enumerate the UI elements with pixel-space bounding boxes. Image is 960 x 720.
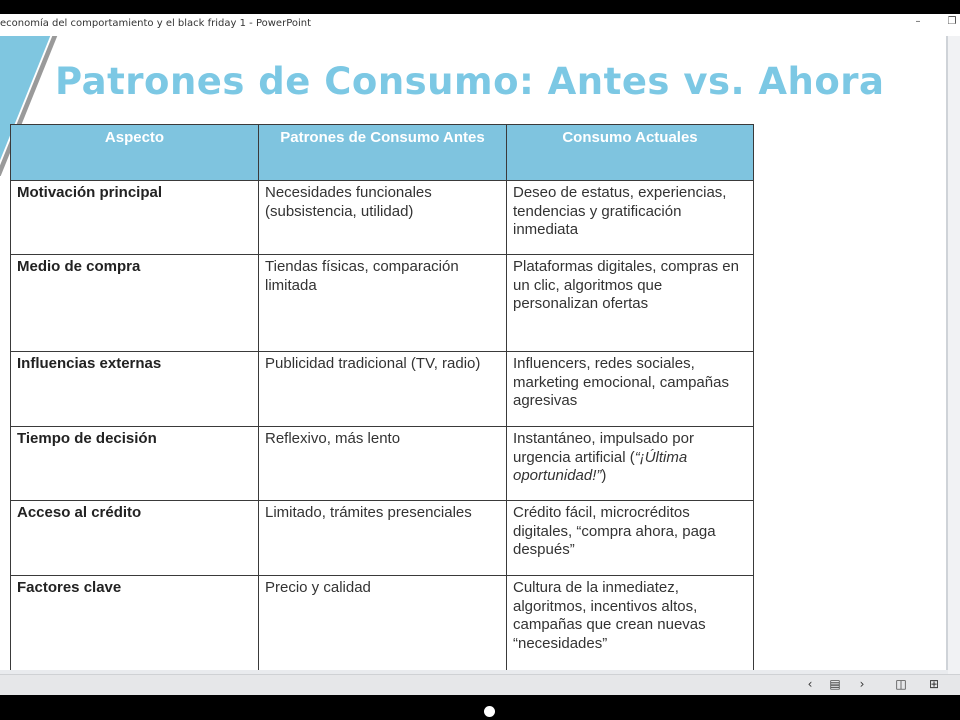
table-row bbox=[11, 501, 754, 576]
row-now: Crédito fácil, microcréditos digitales, “compra ahora, paga después” bbox=[507, 501, 754, 576]
notes-icon[interactable]: ▤ bbox=[829, 677, 841, 691]
slide-editor bbox=[0, 36, 960, 674]
row-now-emphasis: “¡Última oportunidad!” bbox=[513, 448, 688, 484]
row-now bbox=[507, 427, 754, 501]
row-aspect: Medio de compra bbox=[11, 255, 259, 352]
video-scrubber-handle[interactable] bbox=[484, 706, 495, 717]
restore-icon[interactable]: ❐ bbox=[947, 16, 957, 27]
row-before: Limitado, trámites presenciales bbox=[259, 501, 507, 576]
row-before: Tiendas físicas, comparación limitada bbox=[259, 255, 507, 352]
window-title: economía del comportamiento y el black friday 1 - PowerPoint bbox=[0, 18, 312, 29]
row-aspect: Factores clave bbox=[11, 576, 259, 671]
slide-title: Patrones de Consumo: Antes vs. Ahora bbox=[55, 60, 885, 103]
row-now-suffix: ) bbox=[601, 467, 607, 484]
table-row bbox=[11, 255, 754, 352]
comparison-table[interactable] bbox=[10, 124, 754, 670]
table-header-row bbox=[11, 125, 754, 181]
window-titlebar bbox=[0, 14, 960, 37]
row-aspect: Tiempo de decisión bbox=[11, 427, 259, 501]
row-before: Precio y calidad bbox=[259, 576, 507, 671]
table-row bbox=[11, 181, 754, 255]
video-progress-bar[interactable] bbox=[0, 695, 960, 720]
row-now: Influencers, redes sociales, marketing emocional, campañas agresivas bbox=[507, 352, 754, 427]
status-bar bbox=[0, 674, 960, 695]
row-now: Cultura de la inmediatez, algoritmos, incentivos altos, campañas que crean nuevas “necesidades” bbox=[507, 576, 754, 671]
row-aspect: Acceso al crédito bbox=[11, 501, 259, 576]
column-header-aspect: Aspecto bbox=[11, 125, 259, 181]
reading-view-icon[interactable]: ◫ bbox=[895, 677, 907, 691]
column-header-before: Patrones de Consumo Antes bbox=[259, 125, 507, 181]
slide-canvas[interactable] bbox=[0, 36, 948, 670]
minimize-icon[interactable]: – bbox=[915, 16, 921, 27]
table-row bbox=[11, 352, 754, 427]
row-now: Deseo de estatus, experiencias, tendencias y gratificación inmediata bbox=[507, 181, 754, 255]
row-aspect: Influencias externas bbox=[11, 352, 259, 427]
row-before: Publicidad tradicional (TV, radio) bbox=[259, 352, 507, 427]
vertical-scrollbar[interactable] bbox=[948, 36, 960, 674]
row-before: Necesidades funcionales (subsistencia, utilidad) bbox=[259, 181, 507, 255]
row-now: Plataformas digitales, compras en un clic, algoritmos que personalizan ofertas bbox=[507, 255, 754, 352]
row-aspect: Motivación principal bbox=[11, 181, 259, 255]
row-now-text: Instantáneo, impulsado por urgencia artificial ( bbox=[513, 430, 694, 466]
table-row bbox=[11, 576, 754, 671]
row-before: Reflexivo, más lento bbox=[259, 427, 507, 501]
slide-sorter-icon[interactable]: ⊞ bbox=[928, 677, 940, 691]
next-slide-icon[interactable]: › bbox=[859, 677, 865, 691]
column-header-now: Consumo Actuales bbox=[507, 125, 754, 181]
table-row bbox=[11, 427, 754, 501]
prev-slide-icon[interactable]: ‹ bbox=[807, 677, 813, 691]
